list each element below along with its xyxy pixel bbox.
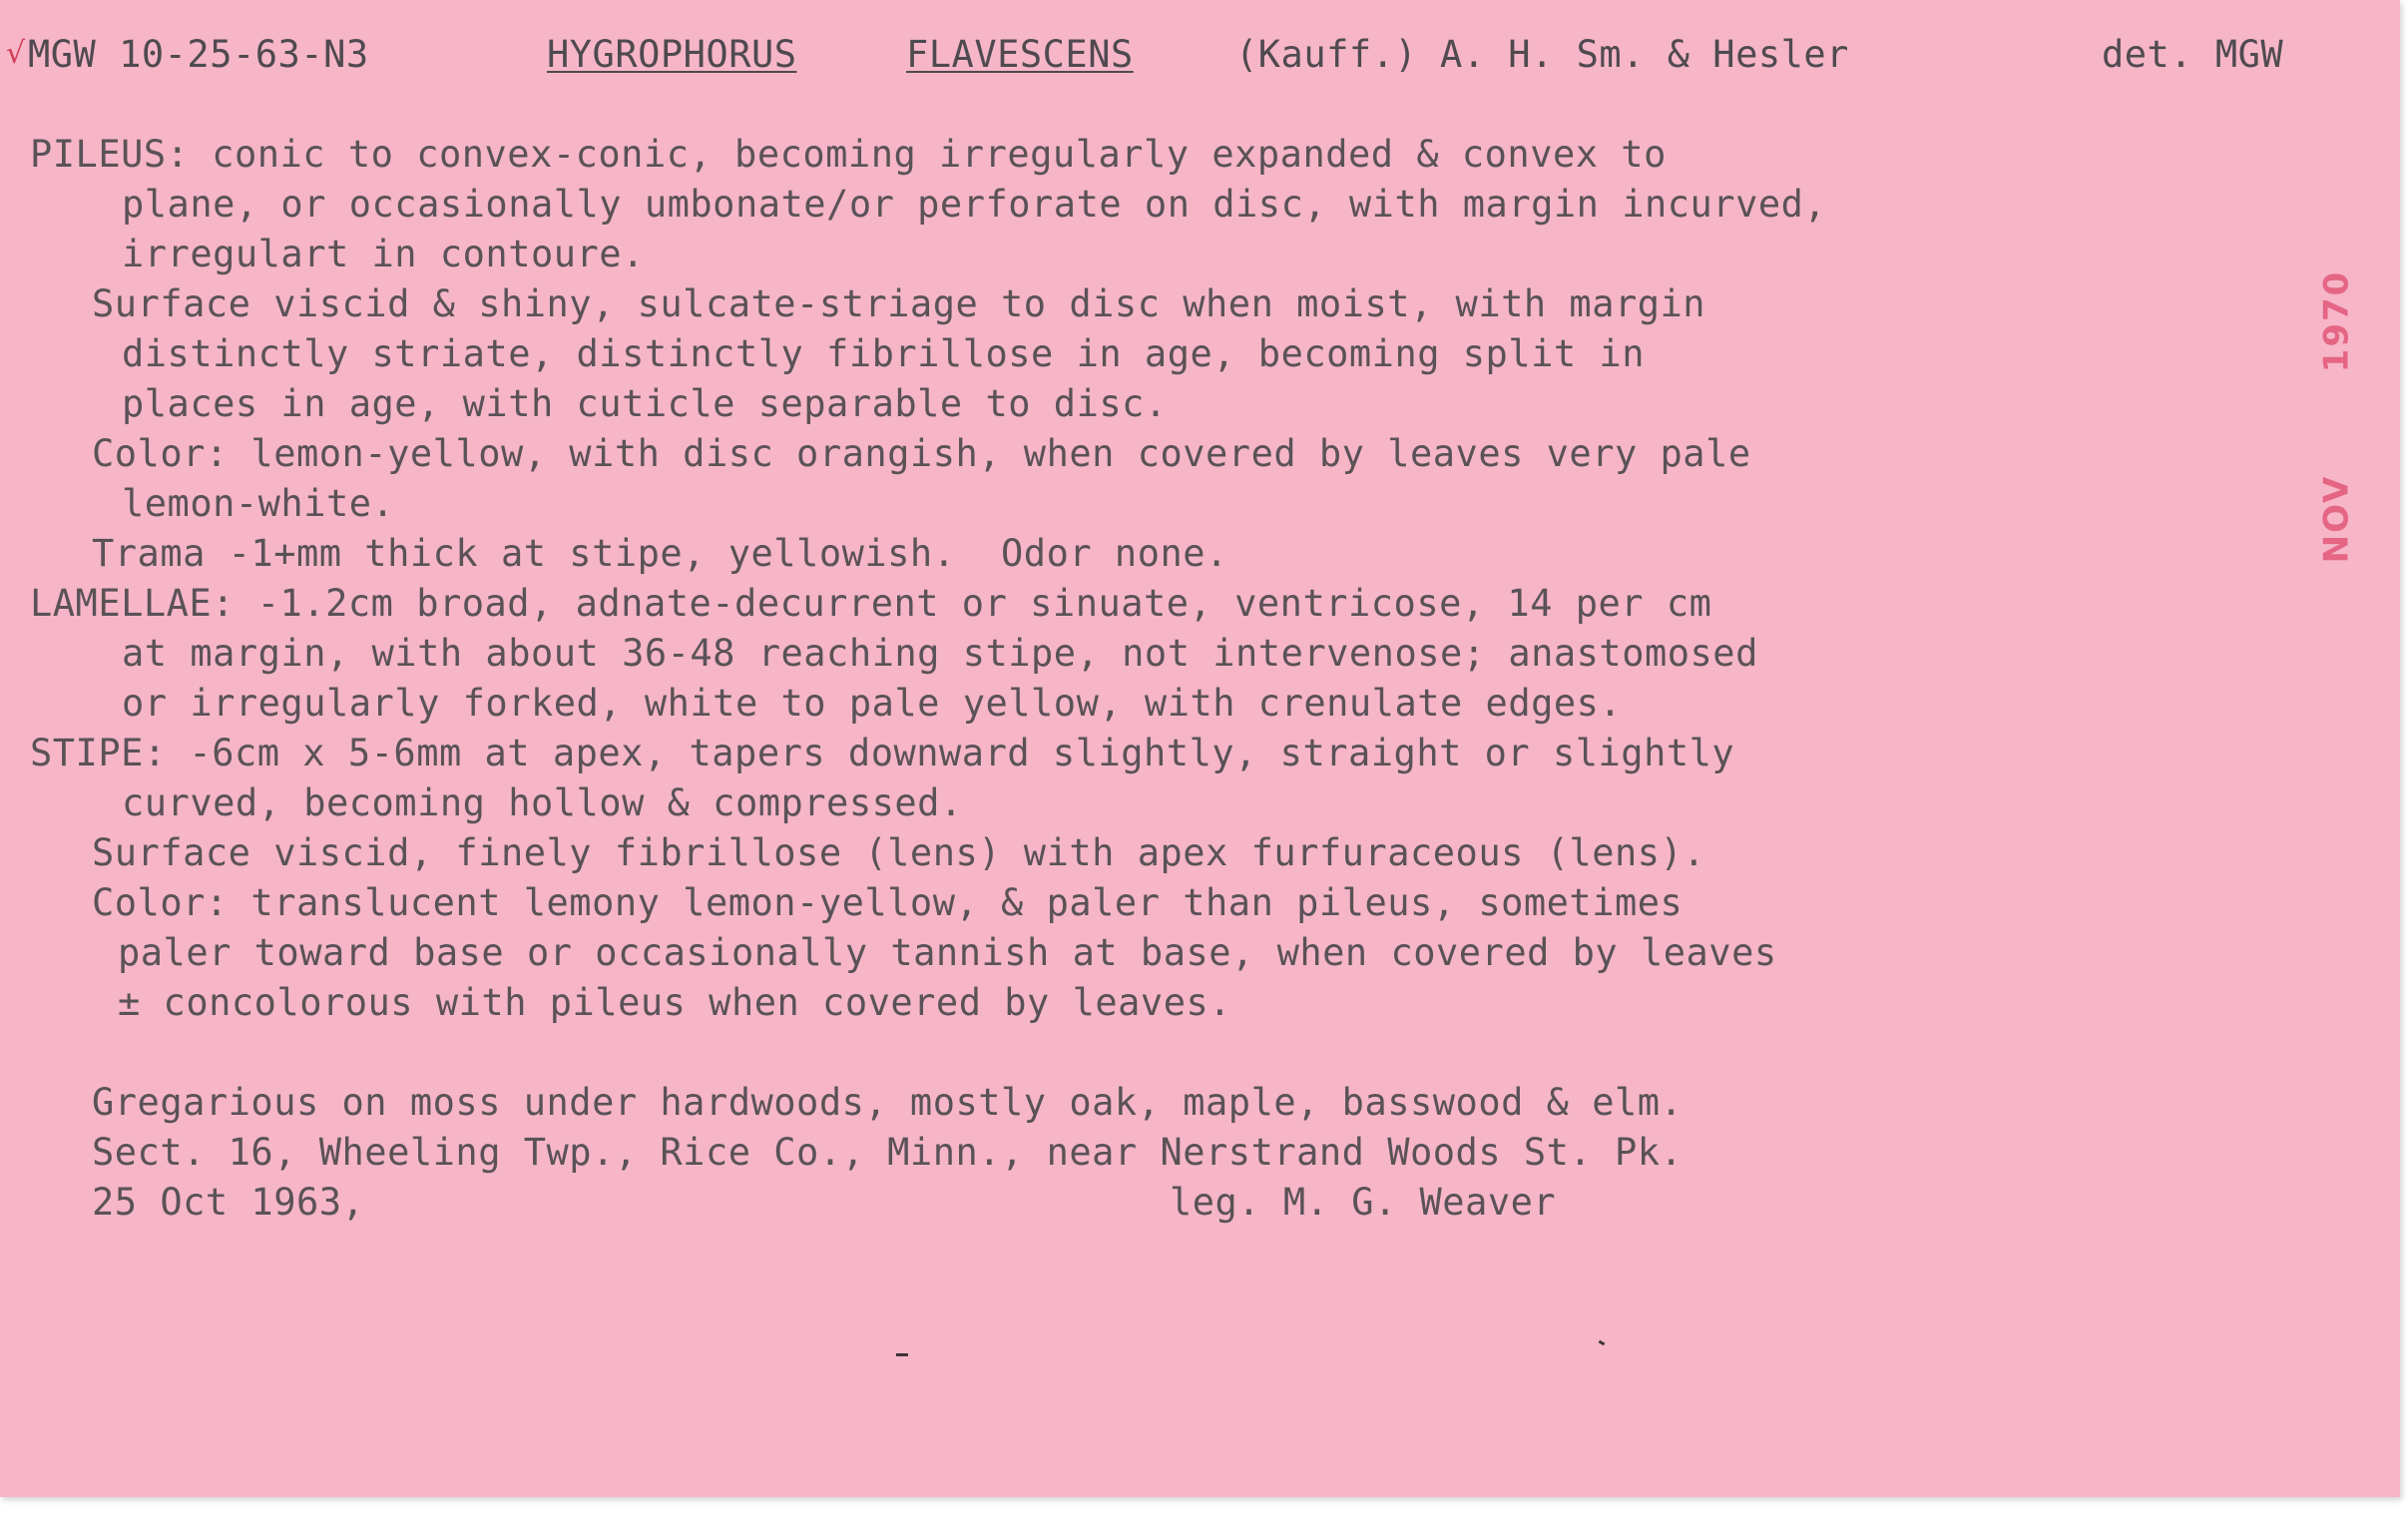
description-line: paler toward base or occasionally tannish at base, when covered by leaves <box>118 931 1777 974</box>
description-line: Surface viscid & shiny, sulcate-striage to disc when moist, with margin <box>92 282 1706 325</box>
collection-id: MGW 10-25-63-N3 <box>28 33 369 76</box>
habitat-line: Gregarious on moss under hardwoods, mostly oak, maple, basswood & elm. <box>92 1081 1684 1124</box>
genus-name: HYGROPHORUS <box>547 33 797 76</box>
stray-mark <box>1599 1340 1606 1346</box>
stamp-year: 1970 <box>2316 269 2357 373</box>
collector: leg. M. G. Weaver <box>1170 1181 1557 1224</box>
locality-line: Sect. 16, Wheeling Twp., Rice Co., Minn., near Nerstrand Woods St. Pk. <box>92 1131 1684 1174</box>
description-line: plane, or occasionally umbonate/or perforate on disc, with margin incurved, <box>122 183 1827 226</box>
description-line: Surface viscid, finely fibrillose (lens) with apex furfuraceous (lens). <box>92 831 1706 874</box>
description-line: places in age, with cuticle separable to disc. <box>122 382 1168 425</box>
description-line: Color: lemon-yellow, with disc orangish, when covered by leaves very pale <box>92 432 1751 475</box>
determiner: det. MGW <box>2102 33 2284 76</box>
description-line: Color: translucent lemony lemon-yellow, & paler than pileus, sometimes <box>92 881 1684 924</box>
description-line: or irregularly forked, white to pale yellow, with crenulate edges. <box>122 682 1623 725</box>
description-line: ± concolorous with pileus when covered by leaves. <box>118 981 1232 1024</box>
description-line: PILEUS: conic to convex-conic, becoming irregularly expanded & convex to <box>30 133 1667 176</box>
stray-mark <box>896 1353 908 1356</box>
stamp-month: NOV <box>2316 474 2357 564</box>
description-line: lemon-white. <box>122 482 395 525</box>
description-line: at margin, with about 36-48 reaching stipe, not intervenose; anastomosed <box>122 632 1758 675</box>
species-name: FLAVESCENS <box>906 33 1134 76</box>
description-line: Trama -1+mm thick at stipe, yellowish. Odor none. <box>92 532 1228 575</box>
description-line: distinctly striate, distinctly fibrillose in age, becoming split in <box>122 332 1645 375</box>
description-line: LAMELLAE: -1.2cm broad, adnate-decurrent or sinuate, ventricose, 14 per cm <box>30 582 1712 625</box>
description-line: curved, becoming hollow & compressed. <box>122 781 963 824</box>
check-mark: √ <box>6 36 26 71</box>
description-line: STIPE: -6cm x 5-6mm at apex, tapers downward slightly, straight or slightly <box>30 732 1735 774</box>
collection-date: 25 Oct 1963, <box>92 1181 365 1224</box>
description-line: irregulart in contoure. <box>122 233 645 275</box>
species-authority: (Kauff.) A. H. Sm. & Hesler <box>1235 33 1849 76</box>
